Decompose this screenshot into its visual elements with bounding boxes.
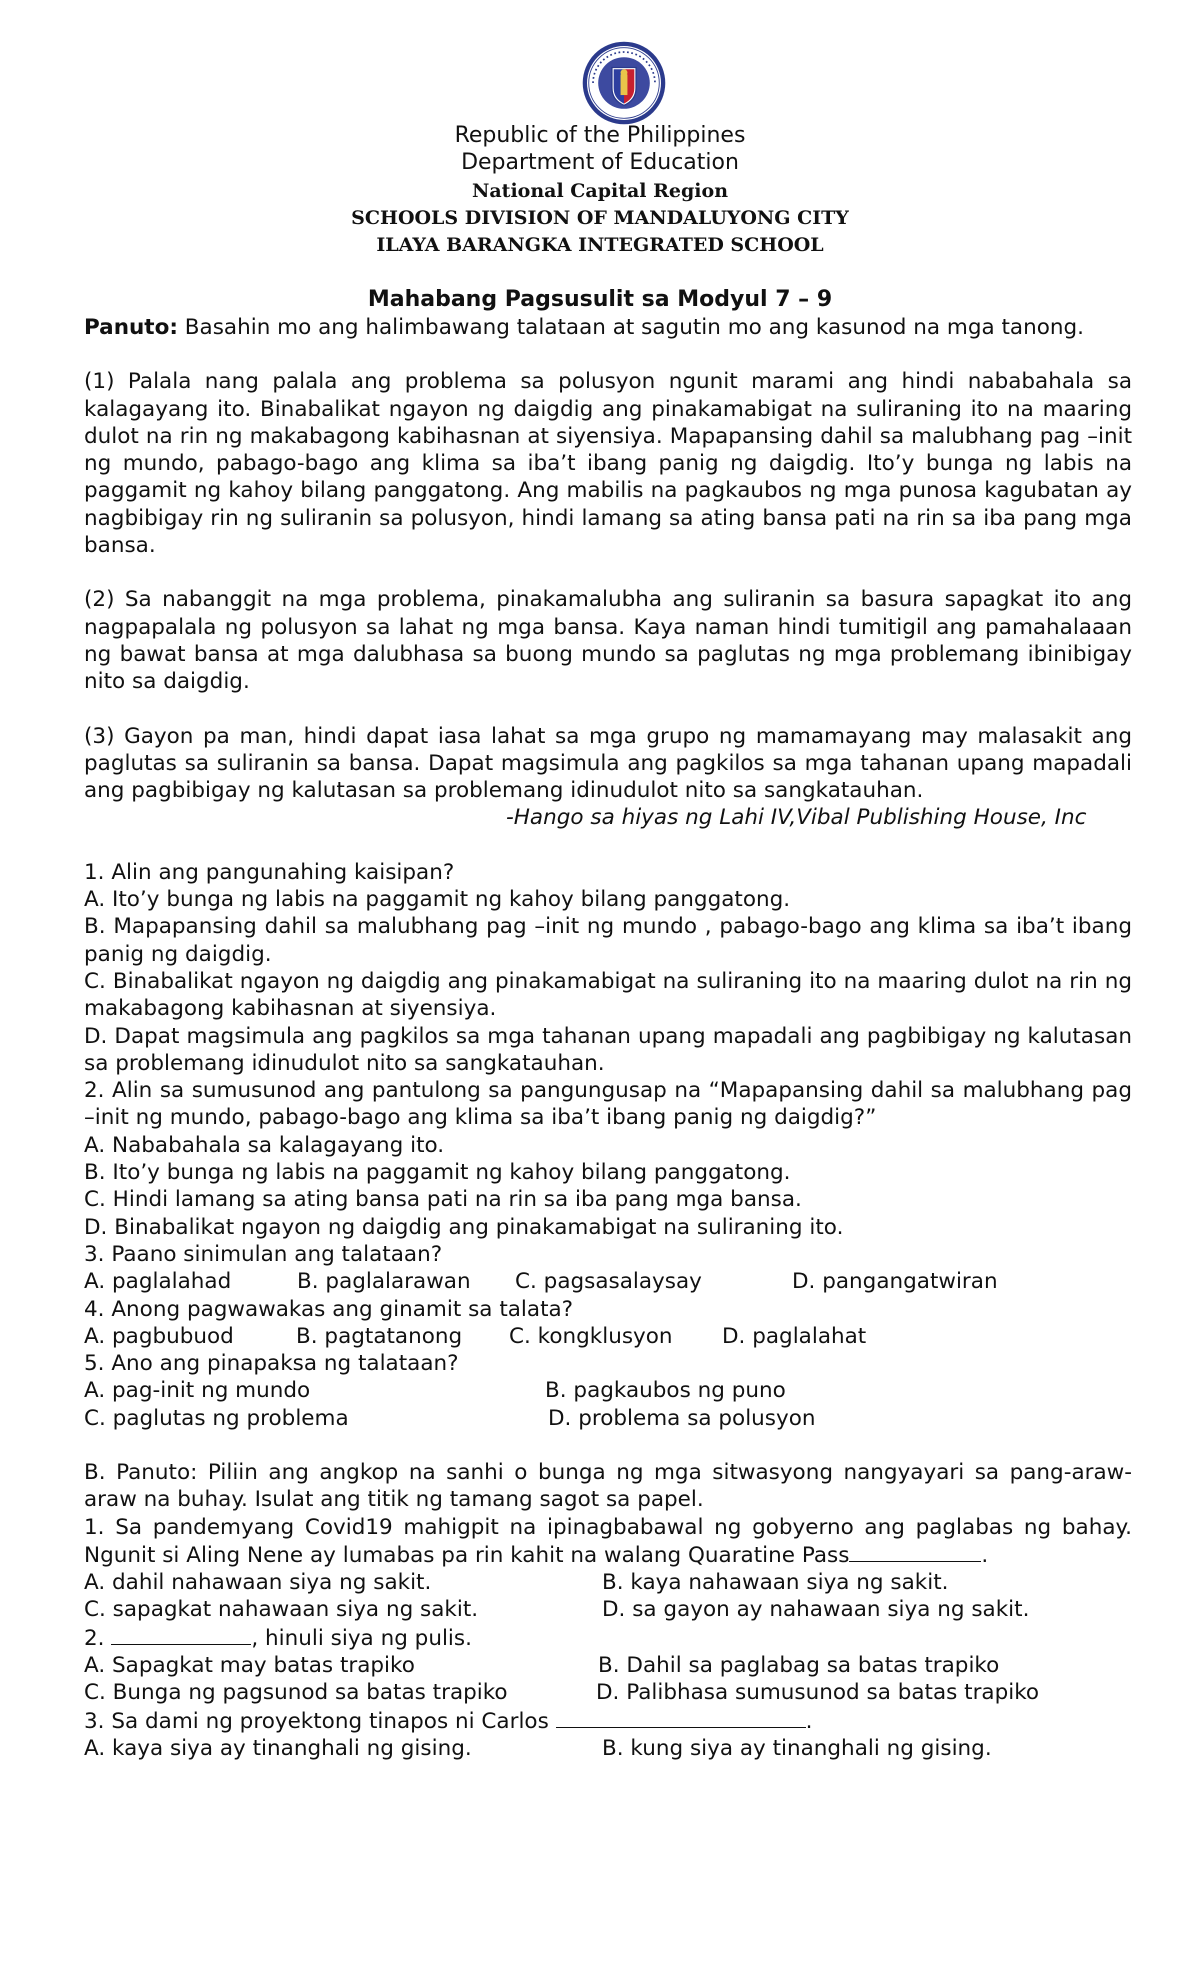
part-b-q2-choice-c: C. Bunga ng pagsunod sa batas trapiko (84, 1680, 508, 1706)
part-b-q2-number: 2. (84, 1625, 105, 1651)
passage-paragraph-1: (1) Palala nang palala ang problema sa polusyon ngunit marami ang hindi nababahala sa kalagayang ito. Binabalikat ngayon ng daigdig ang pinakamabigat na suliraning ito na maaring dulot na rin ng makabagong kabihasnan at siyensiya. Mapapansing dahil sa malubhang pag –init ng mundo, pabago-bago ang klima sa iba’t ibang panig ng daigdig. Ito’y bunga ng labis na paggamit ng kahoy bilang panggatong. Ang mabilis na pagkaubos ng mga punosa kagubatan ay nagbibigay rin ng suliranin sa polusyon, hindi lamang sa ating bansa pati na rin sa iba pang mga bansa. (84, 369, 1132, 559)
q4-choice-a: A. pagbubuod (84, 1323, 234, 1349)
part-b-q1-choices-row-2 (84, 1596, 1132, 1623)
part-b-q2-choices-row-2 (84, 1679, 1132, 1706)
answer-blank[interactable] (556, 1707, 806, 1728)
q3-choices (84, 1268, 1132, 1295)
question-2: 2. Alin sa sumusunod ang pantulong sa pangungusap na “Mapapansing dahil sa malubhang pag –init ng mundo, pabago-bago ang klima sa iba’t ibang panig ng daigdig?” (84, 1078, 1132, 1131)
part-b-q1-end: . (981, 1542, 989, 1568)
instructions (84, 314, 1132, 341)
deped-seal-logo (581, 40, 667, 126)
part-b-question-2 (84, 1624, 1132, 1652)
part-b-q2-text: , hinuli siya ng pulis. (251, 1625, 472, 1651)
q2-choice-c: C. Hindi lamang sa ating bansa pati na rin sa iba pang mga bansa. (84, 1187, 802, 1213)
header-country: Republic of the Philippines (454, 123, 746, 148)
header-division: SCHOOLS DIVISION OF MANDALUYONG CITY (351, 207, 849, 229)
answer-blank[interactable] (111, 1624, 251, 1645)
q1-choice-d: D. Dapat magsimula ang pagkilos sa mga tahanan upang mapadali ang pagbibigay ng kalutasan sa problemang idinudulot nito sa sangkatauhan. (84, 1023, 1132, 1076)
q3-choice-c: C. pagsasalaysay (515, 1269, 702, 1295)
q5-choices-row-1 (84, 1377, 1132, 1404)
part-b-q3-choice-b: B. kung siya ay tinanghali ng gising. (602, 1735, 992, 1761)
worksheet-body (84, 314, 1132, 1762)
part-b-q2-choice-b: B. Dahil sa paglabag sa batas trapiko (598, 1653, 1000, 1679)
q1-choice-a: A. Ito’y bunga ng labis na paggamit ng kahoy bilang panggatong. (84, 887, 791, 913)
q5-choices-row-2 (84, 1405, 1132, 1432)
part-b-q3-choices (84, 1735, 1132, 1762)
q1-choice-c: C. Binabalikat ngayon ng daigdig ang pinakamabigat na suliraning ito na maaring dulot na rin ng makabagong kabihasnan at siyensiya. (84, 968, 1132, 1022)
part-b-instructions: B. Panuto: Piliin ang angkop na sanhi o bunga ng mga sitwasyong nangyayari sa pang-araw-araw na buhay. Isulat ang titik ng tamang sagot sa papel. (84, 1459, 1132, 1513)
q4-choice-c: C. kongklusyon (509, 1323, 673, 1349)
question-1: 1. Alin ang pangunahing kaisipan? (84, 859, 455, 885)
part-b-q1-choice-c: C. sapagkat nahawaan siya ng sakit. (84, 1597, 479, 1623)
q3-choice-b: B. paglalarawan (297, 1269, 471, 1295)
header-department: Department of Education (461, 150, 739, 175)
q2-choice-d: D. Binabalikat ngayon ng daigdig ang pinakamabigat na suliraning ito. (84, 1214, 844, 1240)
q1-choice-b: B. Mapapansing dahil sa malubhang pag –init ng mundo , pabago-bago ang klima sa iba’t ibang panig ng daigdig. (84, 914, 1132, 967)
q3-choice-a: A. paglalahad (84, 1269, 232, 1295)
part-b-q2-choice-a: A. Sapagkat may batas trapiko (84, 1653, 415, 1679)
answer-blank[interactable] (849, 1541, 981, 1562)
part-b-q1-choice-a: A. dahil nahawaan siya ng sakit. (84, 1570, 432, 1596)
q5-choice-c: C. paglutas ng problema (84, 1405, 349, 1431)
part-b-q1-choice-b: B. kaya nahawaan siya ng sakit. (602, 1570, 949, 1596)
part-b-q2-choices-row-1 (84, 1652, 1132, 1679)
part-b-q3-text: 3. Sa dami ng proyektong tinapos ni Carlos (84, 1708, 549, 1734)
question-4: 4. Anong pagwawakas ang ginamit sa talata? (84, 1296, 574, 1322)
q4-choice-d: D. paglalahat (722, 1323, 867, 1349)
part-b-q3-end: . (805, 1708, 813, 1734)
page-title: Mahabang Pagsusulit sa Modyul 7 – 9 (367, 287, 833, 312)
q2-choice-a: A. Nababahala sa kalagayang ito. (84, 1132, 445, 1158)
header-school: ILAYA BARANGKA INTEGRATED SCHOOL (376, 234, 824, 256)
passage-paragraph-2: (2) Sa nabanggit na mga problema, pinakamalubha ang suliranin sa basura sapagkat ito ang nagpapalala ng polusyon sa lahat ng mga bansa. Kaya naman hindi tumitigil ang pamahalaaan ng bawat bansa at mga dalubhasa sa buong mundo sa paglutas ng mga problemang ibinibigay nito sa daigdig. (84, 587, 1132, 695)
q5-choice-a: A. pag-init ng mundo (84, 1378, 311, 1404)
q4-choices (84, 1323, 1132, 1350)
passage-paragraph-3: (3) Gayon pa man, hindi dapat iasa lahat sa mga grupo ng mamamayang may malasakit ang paglutas sa suliranin sa bansa. Dapat magsimula ang pagkilos sa mga tahanan upang mapadali ang pagbibigay ng kalutasan sa problemang idinudulot nito sa sangkatauhan. (84, 723, 1132, 804)
question-3: 3. Paano sinimulan ang talataan? (84, 1241, 443, 1267)
part-b-q3-choice-a: A. kaya siya ay tinanghali ng gising. (84, 1735, 472, 1761)
part-b-q1-choice-d: D. sa gayon ay nahawaan siya ng sakit. (602, 1597, 1030, 1623)
q3-choice-d: D. pangangatwiran (792, 1269, 998, 1295)
q4-choice-b: B. pagtatanong (296, 1323, 463, 1349)
passage-source: -Hango sa hiyas ng Lahi IV,Vibal Publishing House, Inc (506, 805, 1087, 831)
q5-choice-d: D. problema sa polusyon (548, 1405, 816, 1431)
q2-choice-b: B. Ito’y bunga ng labis na paggamit ng kahoy bilang panggatong. (84, 1160, 791, 1186)
instructions-text: Basahin mo ang halimbawang talataan at sagutin mo ang kasunod na mga tanong. (177, 315, 1084, 340)
part-b-question-3 (84, 1707, 1132, 1735)
part-b-q1-choices-row-1 (84, 1569, 1132, 1596)
q5-choice-b: B. pagkaubos ng puno (545, 1378, 786, 1404)
part-b-q1-text: 1. Sa pandemyang Covid19 mahigpit na ipinagbabawal ng gobyerno ang paglabas ng bahay. Ngunit si Aling Nene ay lumabas pa rin kahit na walang Quaratine Pass (84, 1514, 1132, 1568)
question-5: 5. Ano ang pinapaksa ng talataan? (84, 1351, 459, 1377)
part-b-q2-choice-d: D. Palibhasa sumusunod sa batas trapiko (596, 1680, 1040, 1706)
instructions-label: Panuto: (84, 315, 178, 340)
part-b-question-1 (84, 1514, 1132, 1570)
header-region: National Capital Region (471, 180, 729, 202)
